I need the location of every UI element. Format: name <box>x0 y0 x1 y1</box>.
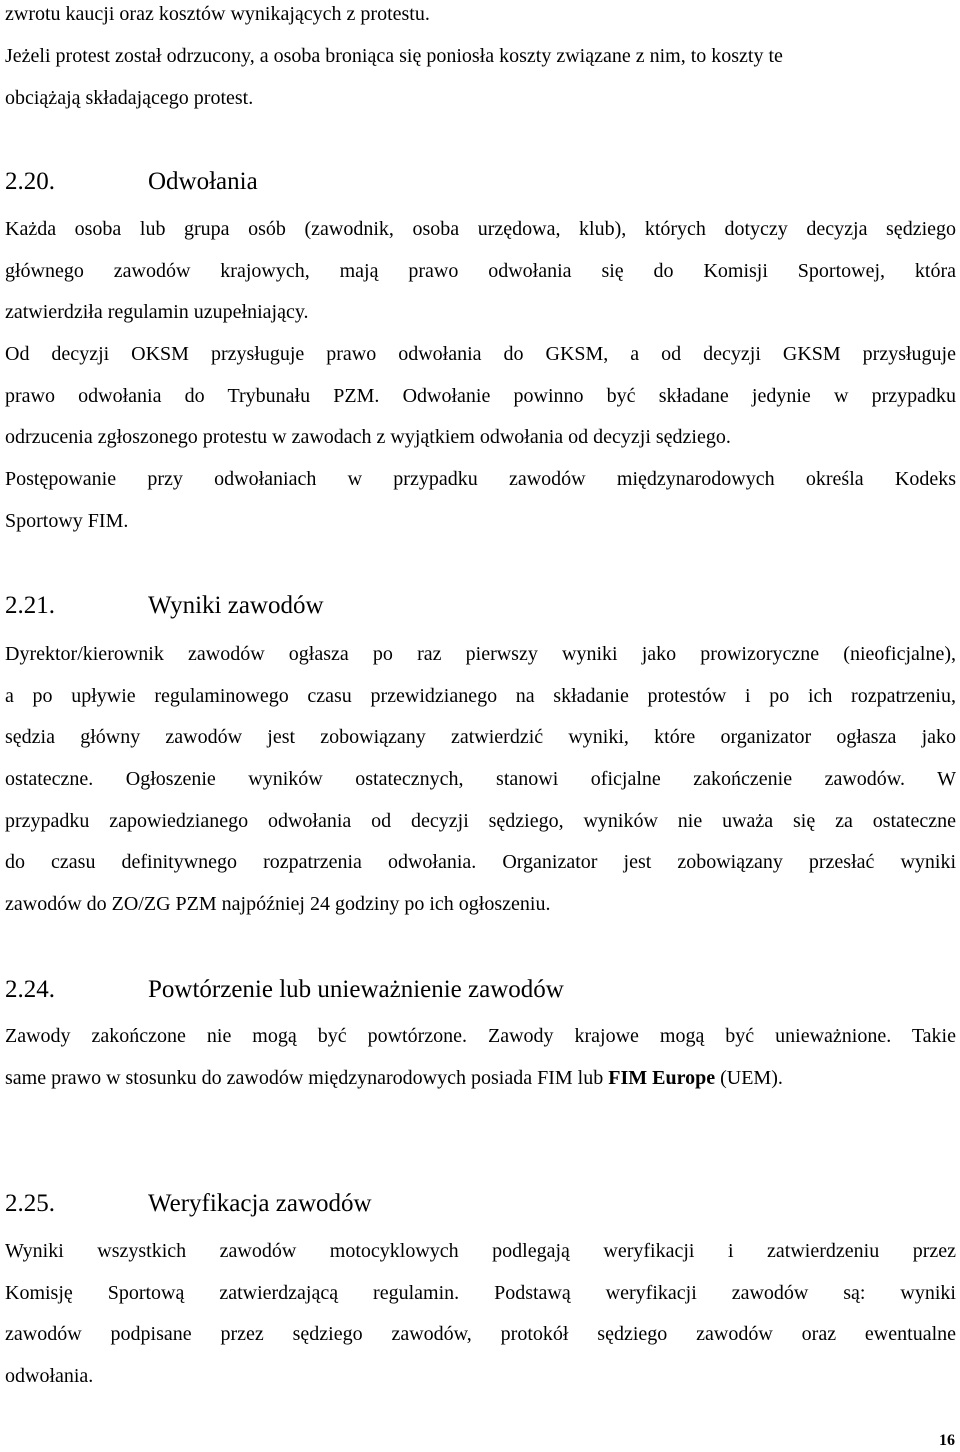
paragraph-line: do czasu definitywnego rozpatrzenia odwołania. Organizator jest zobowiązany przesłać wyniki <box>5 851 956 873</box>
paragraph-line: sędzia główny zawodów jest zobowiązany zatwierdzić wyniki, które organizator ogłasza jako <box>5 726 956 748</box>
paragraph-line: a po upływie regulaminowego czasu przewidzianego na składanie protestów i po ich rozpatrzeniu, <box>5 685 956 707</box>
section-title: Wyniki zawodów <box>148 592 324 619</box>
page-number: 16 <box>939 1432 955 1449</box>
paragraph-line: Od decyzji OKSM przysługuje prawo odwołania do GKSM, a od decyzji GKSM przysługuje <box>5 343 956 365</box>
section-number: 2.24. <box>5 976 55 1003</box>
paragraph-line: zatwierdziła regulamin uzupełniający. <box>5 301 309 323</box>
paragraph-line: Postępowanie przy odwołaniach w przypadku zawodów międzynarodowych określa Kodeks <box>5 468 956 490</box>
paragraph-line: Sportowy FIM. <box>5 510 129 532</box>
paragraph-line: Jeżeli protest został odrzucony, a osoba broniąca się poniosła koszty związane z nim, to koszty te <box>5 45 783 67</box>
paragraph-line: zawodów podpisane przez sędziego zawodów, protokół sędziego zawodów oraz ewentualne <box>5 1323 956 1345</box>
paragraph-line: Dyrektor/kierownik zawodów ogłasza po raz pierwszy wyniki jako prowizoryczne (nieoficjalne), <box>5 643 956 665</box>
paragraph-line: przypadku zapowiedzianego odwołania od decyzji sędziego, wyników nie uważa się za ostateczne <box>5 810 956 832</box>
paragraph-line: zawodów do ZO/ZG PZM najpóźniej 24 godziny po ich ogłoszeniu. <box>5 893 551 915</box>
paragraph-line: Komisję Sportową zatwierdzającą regulamin. Podstawą weryfikacji zawodów są: wyniki <box>5 1282 956 1304</box>
paragraph-line: prawo odwołania do Trybunału PZM. Odwołanie powinno być składane jedynie w przypadku <box>5 385 956 407</box>
paragraph-line: odrzucenia zgłoszonego protestu w zawodach z wyjątkiem odwołania od decyzji sędziego. <box>5 426 731 448</box>
paragraph-line: Wyniki wszystkich zawodów motocyklowych podlegają weryfikacji i zatwierdzeniu przez <box>5 1240 956 1262</box>
section-number: 2.20. <box>5 168 55 195</box>
paragraph-line: głównego zawodów krajowych, mają prawo odwołania się do Komisji Sportowej, która <box>5 260 956 282</box>
paragraph-line: odwołania. <box>5 1365 94 1387</box>
text-run: (UEM). <box>715 1067 783 1089</box>
section-title: Powtórzenie lub unieważnienie zawodów <box>148 976 564 1003</box>
paragraph-line: ostateczne. Ogłoszenie wyników ostatecznych, stanowi oficjalne zakończenie zawodów. W <box>5 768 956 790</box>
section-number: 2.25. <box>5 1190 55 1217</box>
paragraph-line: zwrotu kaucji oraz kosztów wynikających z protestu. <box>5 3 430 25</box>
section-title: Odwołania <box>148 168 258 195</box>
section-title: Weryfikacja zawodów <box>148 1190 372 1217</box>
paragraph-line: Każda osoba lub grupa osób (zawodnik, osoba urzędowa, klub), których dotyczy decyzja sędziego <box>5 218 956 240</box>
text-run-bold: FIM Europe <box>608 1067 716 1089</box>
paragraph-line: obciążają składającego protest. <box>5 87 254 109</box>
paragraph-line: Zawody zakończone nie mogą być powtórzone. Zawody krajowe mogą być unieważnione. Takie <box>5 1025 956 1047</box>
section-number: 2.21. <box>5 592 55 619</box>
text-run: same prawo w stosunku do zawodów międzynarodowych posiada FIM lub <box>5 1067 609 1089</box>
paragraph-line <box>5 1066 956 1090</box>
